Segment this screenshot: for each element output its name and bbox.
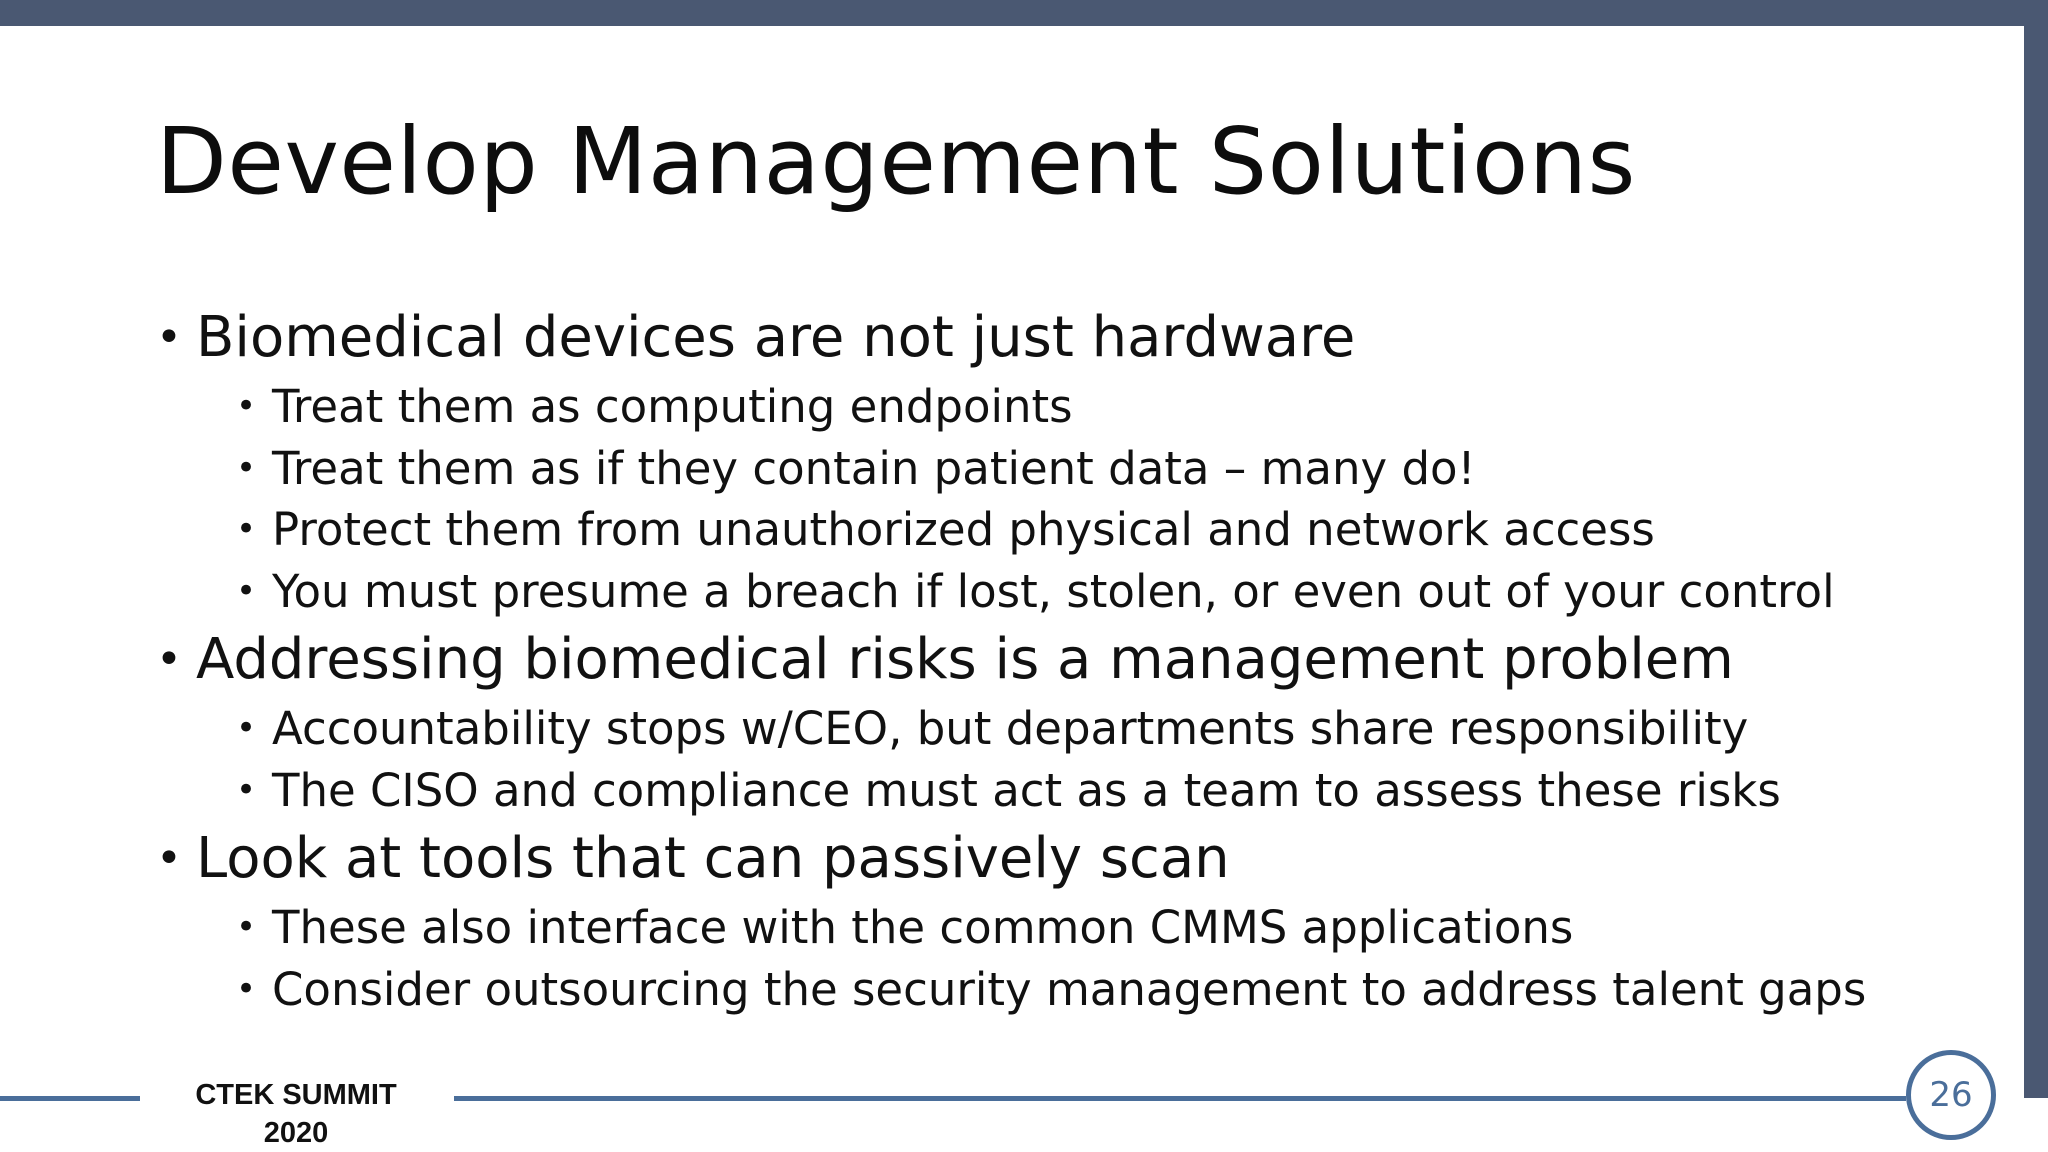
page-number-badge (1906, 1050, 1996, 1140)
bullet-list (150, 300, 1970, 1020)
sub-bullet-item (150, 438, 1970, 500)
sub-bullet-dot: • (236, 386, 257, 426)
sub-bullet-item (150, 959, 1970, 1021)
bullet-text: Addressing biomedical risks is a management problem (196, 627, 1734, 692)
sub-bullet-item (150, 376, 1970, 438)
footer-event-label (176, 1076, 416, 1152)
sub-bullet-dot: • (236, 570, 257, 611)
footer-line-2: 2020 (263, 1117, 329, 1149)
sub-bullet-item (150, 499, 1970, 561)
top-frame-bar (0, 0, 2048, 26)
sub-bullet-dot: • (236, 509, 257, 549)
sub-bullet-dot: • (236, 907, 257, 947)
footer-line-right (454, 1096, 1906, 1101)
sub-bullet-item (150, 897, 1970, 959)
bullet-dot: • (156, 634, 182, 685)
sub-bullet-text: Protect them from unauthorized physical and network access (272, 503, 1655, 556)
bullet-item (150, 622, 1970, 698)
bullet-dot: • (156, 312, 182, 363)
sub-bullet-item (150, 760, 1970, 822)
sub-bullet-text: Consider outsourcing the security management to address talent gaps (272, 962, 1867, 1016)
sub-bullet-dot: • (236, 447, 257, 488)
bullet-text: Biomedical devices are not just hardware (196, 305, 1356, 370)
bullet-dot: • (156, 833, 182, 884)
sub-bullet-text: Treat them as if they contain patient data – many do! (272, 441, 1476, 495)
bullet-item (150, 821, 1970, 897)
sub-bullet-item (150, 698, 1970, 760)
sub-bullet-text: The CISO and compliance must act as a team to assess these risks (272, 763, 1781, 817)
sub-bullet-item (150, 561, 1970, 623)
sub-bullet-text: Treat them as computing endpoints (272, 380, 1073, 433)
sub-bullet-dot: • (236, 708, 257, 748)
sub-bullet-dot: • (236, 968, 257, 1009)
sub-bullet-text: You must presume a breach if lost, stolen, or even out of your control (272, 564, 1835, 618)
right-frame-bar (2024, 0, 2048, 1098)
footer-line-left (0, 1096, 140, 1101)
slide-title: Develop Management Solutions (156, 108, 1636, 215)
sub-bullet-text: Accountability stops w/CEO, but departments share responsibility (272, 702, 1749, 755)
sub-bullet-dot: • (236, 769, 257, 810)
bullet-text: Look at tools that can passively scan (196, 826, 1230, 891)
sub-bullet-text: These also interface with the common CMMS applications (272, 901, 1574, 954)
page-number: 26 (1929, 1075, 1973, 1115)
footer-line-1: CTEK SUMMIT (195, 1079, 397, 1111)
bullet-item (150, 300, 1970, 376)
